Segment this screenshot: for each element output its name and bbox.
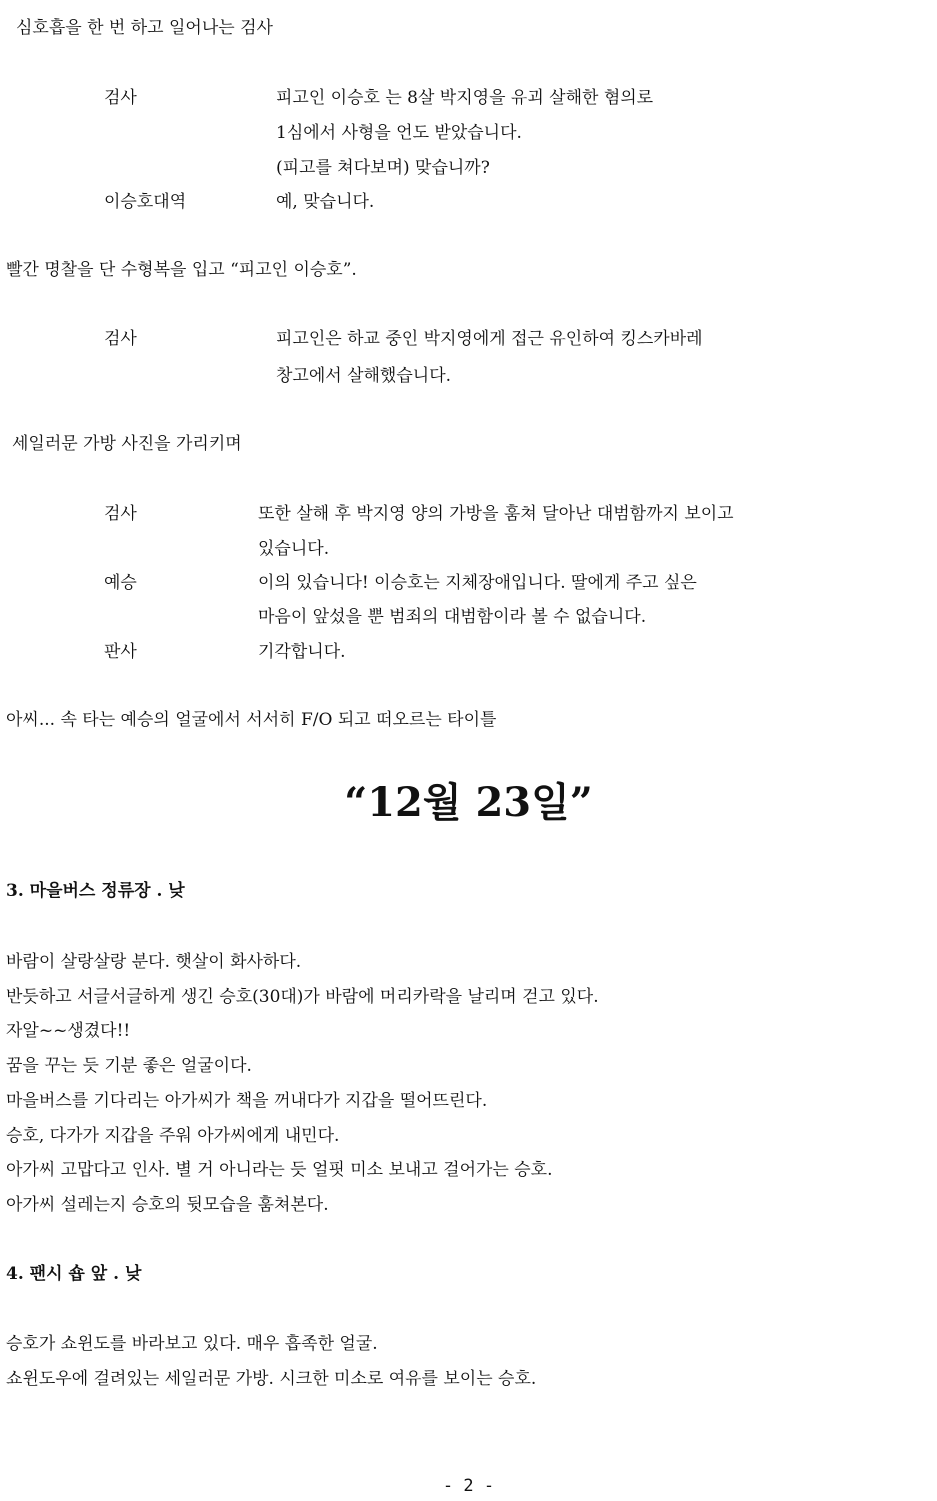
dialogue-line: 있습니다. bbox=[258, 539, 330, 559]
action-line: 세일러문 가방 사진을 가리키며 bbox=[12, 434, 242, 454]
dialogue-line: 1심에서 사형을 언도 받았습니다. bbox=[276, 123, 522, 143]
dialogue-line: 피고인 이승호 는 8살 박지영을 유괴 살해한 혐의로 bbox=[276, 88, 654, 108]
speaker-name: 검사 bbox=[104, 88, 137, 108]
action-line: 승호, 다가가 지갑을 주워 아가씨에게 내민다. bbox=[6, 1126, 340, 1146]
dialogue-line: 기각합니다. bbox=[258, 642, 346, 662]
speaker-name: 이승호대역 bbox=[104, 192, 187, 212]
speaker-name: 검사 bbox=[104, 504, 137, 524]
action-line: 빨간 명찰을 단 수형복을 입고 “피고인 이승호”. bbox=[6, 260, 357, 280]
speaker-name: 판사 bbox=[104, 642, 137, 662]
action-line: 마을버스를 기다리는 아가씨가 책을 꺼내다가 지갑을 떨어뜨린다. bbox=[6, 1091, 488, 1111]
dialogue-line: 피고인은 하교 중인 박지영에게 접근 유인하여 킹스카바레 bbox=[276, 329, 703, 349]
dialogue-line: 또한 살해 후 박지영 양의 가방을 훔쳐 달아난 대범함까지 보이고 bbox=[258, 504, 734, 524]
action-line: 승호가 쇼윈도를 바라보고 있다. 매우 흡족한 얼굴. bbox=[6, 1334, 378, 1354]
action-line: 꿈을 꾸는 듯 기분 좋은 얼굴이다. bbox=[6, 1056, 252, 1076]
dialogue-line: 창고에서 살해했습니다. bbox=[276, 366, 452, 386]
dialogue-line: (피고를 쳐다보며) 맞습니까? bbox=[276, 158, 490, 178]
scene-heading: 4. 팬시 숍 앞 . 낮 bbox=[6, 1264, 142, 1284]
action-line: 아씨... 속 타는 예승의 얼굴에서 서서히 F/O 되고 떠오르는 타이틀 bbox=[6, 710, 497, 730]
dialogue-line: 이의 있습니다! 이승호는 지체장애입니다. 딸에게 주고 싶은 bbox=[258, 573, 697, 593]
speaker-name: 검사 bbox=[104, 329, 137, 349]
action-line: 자알~~생겼다!! bbox=[6, 1021, 131, 1041]
action-line: 반듯하고 서글서글하게 생긴 승호(30대)가 바람에 머리카락을 날리며 걷고 있다. bbox=[6, 987, 599, 1007]
speaker-name: 예승 bbox=[104, 573, 137, 593]
action-line: 아가씨 설레는지 승호의 뒷모습을 훔쳐본다. bbox=[6, 1195, 329, 1215]
action-line: 쇼윈도우에 걸려있는 세일러문 가방. 시크한 미소로 여유를 보이는 승호. bbox=[6, 1369, 537, 1389]
action-line: 아가씨 고맙다고 인사. 별 거 아니라는 듯 얼핏 미소 보내고 걸어가는 승호. bbox=[6, 1160, 553, 1180]
title-card: “12월 23일” bbox=[344, 779, 593, 826]
action-line: 심호흡을 한 번 하고 일어나는 검사 bbox=[16, 18, 273, 38]
page-number: - 2 - bbox=[442, 1476, 495, 1496]
action-line: 바람이 살랑살랑 분다. 햇살이 화사하다. bbox=[6, 952, 302, 972]
scene-heading: 3. 마을버스 정류장 . 낮 bbox=[6, 881, 185, 901]
dialogue-line: 예, 맞습니다. bbox=[276, 192, 375, 212]
dialogue-line: 마음이 앞섰을 뿐 범죄의 대범함이라 볼 수 없습니다. bbox=[258, 607, 647, 627]
